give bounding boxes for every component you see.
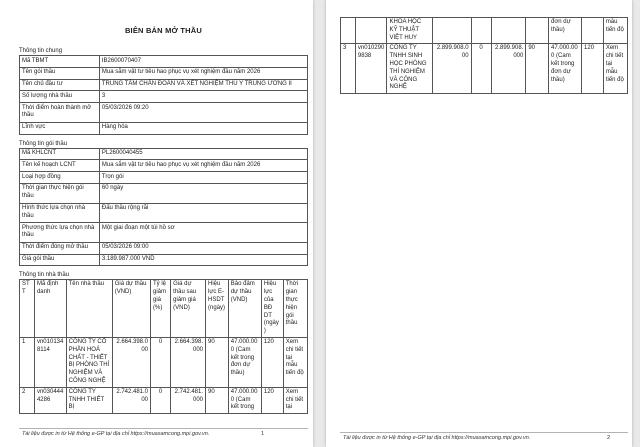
contractor-row-continuation (341, 18, 628, 44)
field-label: Thời gian thực hiện gói thầu (20, 183, 100, 203)
table-row (20, 67, 308, 79)
field-label: Mã TBMT (20, 56, 100, 68)
document-title: BIÊN BẢN MỞ THẦU (124, 26, 203, 35)
page-number: 1 (260, 431, 264, 437)
cell-discount: 0 (151, 387, 171, 413)
contractor-table (19, 279, 308, 414)
field-value: PL2600040455 (99, 148, 307, 160)
field-label: Tên chủ đầu tư (20, 79, 100, 91)
cell-validity: 90 (206, 387, 229, 413)
cell-validity (526, 18, 549, 44)
field-label: Mã KHLCNT (20, 148, 100, 160)
cell-name: CÔNG TY TNHH THIẾT BỊ (66, 387, 112, 413)
field-value: Hàng hóa (99, 122, 307, 134)
page-1-content (19, 0, 308, 414)
cell-validity: 90 (526, 44, 549, 94)
footer-text: Tài liệu được in từ Hệ thống e-GP tại địa chỉ https://muasamcong.mpi.gov.vn. (343, 435, 531, 441)
cell-guarantee: đơn dự thầu) (549, 18, 582, 44)
cell-guarantee: 47.000.000 (Cam kết trong (228, 387, 261, 413)
cell-id: vn0102909838 (355, 44, 387, 94)
cell-price-after: 2.664.398.000 (171, 337, 206, 387)
field-value: 60 ngày (99, 183, 307, 203)
cell-id: vn0304444286 (34, 387, 66, 413)
column-header: Giá dự thầu (VND) (112, 280, 150, 338)
table-row (20, 160, 308, 172)
field-value: Trọn gói (99, 172, 307, 184)
cell-guarantee: 47.000.000 (Cam kết trong đơn dự thầu) (549, 44, 582, 94)
column-header: Hiệu lực của BĐ DT (ngày) (261, 280, 283, 338)
cell-id (355, 18, 387, 44)
table-row (20, 172, 308, 184)
cell-price-after (491, 18, 526, 44)
table-row (20, 183, 308, 203)
cell-name: CÔNG TY CỔ PHẦN HOÁ CHẤT - THIẾT BỊ PHÒNG THÍ NGHIỆM VÀ CÔNG NGHỆ (66, 337, 112, 387)
cell-schedule: Xem chi tiết tại (283, 387, 307, 413)
column-header: Thời gian thực hiện gói thầu (283, 280, 307, 338)
section-label-contractors: Thông tin nhà thầu (19, 272, 70, 279)
section-label-general: Thông tin chung (19, 48, 63, 54)
field-label: Thời điểm đóng mở thầu (20, 242, 100, 254)
contractor-row (20, 387, 308, 413)
cell-price-after: 2.742.481.000 (171, 387, 206, 413)
contractor-row (341, 44, 628, 94)
field-value: 05/03/2026 09:00 (99, 242, 307, 254)
cell-discount: 0 (151, 337, 171, 387)
field-value: Mua sắm vật tư tiêu hao phục vụ xét nghiệm đầu năm 2026 (99, 160, 307, 172)
table-row (20, 103, 308, 123)
cell-discount (471, 18, 491, 44)
footer-text: Tài liệu được in từ Hệ thống e-GP tại địa chỉ https://muasamcong.mpi.gov.vn. (22, 431, 210, 437)
field-value: IB2600070407 (99, 56, 307, 68)
cell-schedule: Xem chi tiết tại mẫu tiến độ (283, 337, 307, 387)
field-value: Một giai đoạn một túi hồ sơ (99, 223, 307, 243)
column-header: Tên nhà thầu (66, 280, 112, 338)
table-row (20, 254, 308, 266)
cell-guarantee-validity (582, 18, 604, 44)
table-row (20, 242, 308, 254)
page-footer (19, 428, 308, 437)
field-value: 3.189.987.000 VND (99, 254, 307, 266)
cell-stt: 2 (20, 387, 35, 413)
page-footer (340, 432, 628, 441)
field-value: Đấu thầu rộng rãi (99, 203, 307, 223)
package-info-table (19, 148, 308, 267)
cell-bid-price: 2.899.908.000 (433, 44, 471, 94)
table-row (20, 56, 308, 68)
section-label-package: Thông tin gói thầu (19, 140, 68, 147)
field-label: Phương thức lựa chọn nhà thầu (20, 223, 100, 243)
field-label: Thời điểm hoàn thành mở thầu (20, 103, 100, 123)
cell-stt: 3 (341, 44, 356, 94)
column-header: Mã định danh (34, 280, 66, 338)
cell-guarantee-validity: 120 (261, 337, 283, 387)
page-number: 2 (606, 435, 610, 441)
contractor-header-row (20, 280, 308, 338)
contractor-table-continued (340, 17, 628, 94)
cell-guarantee-validity: 120 (261, 387, 283, 413)
table-row (20, 91, 308, 103)
cell-id: vn0101348114 (34, 337, 66, 387)
cell-bid-price: 2.742.481.000 (112, 387, 150, 413)
cell-validity: 90 (206, 337, 229, 387)
field-label: Giá gói thầu (20, 254, 100, 266)
page-2-content (340, 17, 628, 94)
column-header: Giá dự thầu sau giảm giá (VND) (171, 280, 206, 338)
cell-guarantee: 47.000.000 (Cam kết trong đơn dự thầu) (228, 337, 261, 387)
field-value: 05/03/2026 09:20 (99, 103, 307, 123)
field-label: Lĩnh vực (20, 122, 100, 134)
page-1 (0, 0, 313, 447)
field-value: TRUNG TÂM CHẨN ĐOÁN VÀ XÉT NGHIỆM THÚ Y TRUNG ƯƠNG II (99, 79, 307, 91)
cell-bid-price (433, 18, 471, 44)
field-value: Mua sắm vật tư tiêu hao phục vụ xét nghiệm đầu năm 2026 (99, 67, 307, 79)
column-header: Tỷ lệ giảm giá (%) (151, 280, 171, 338)
contractor-row (20, 337, 308, 387)
cell-schedule: Xem chi tiết tại mẫu tiến độ (603, 44, 627, 94)
cell-stt (341, 18, 356, 44)
table-row (20, 79, 308, 91)
field-label: Loại hợp đồng (20, 172, 100, 184)
field-label: Số lượng nhà thầu (20, 91, 100, 103)
cell-price-after: 2.899.908.000 (491, 44, 526, 94)
column-header: Bảo đảm dự thầu (VND) (228, 280, 261, 338)
table-row (20, 223, 308, 243)
field-label: Hình thức lựa chọn nhà thầu (20, 203, 100, 223)
cell-bid-price: 2.664.398.000 (112, 337, 150, 387)
table-row (20, 203, 308, 223)
cell-guarantee-validity: 120 (582, 44, 604, 94)
page-2 (326, 0, 632, 447)
field-label: Tên gói thầu (20, 67, 100, 79)
cell-schedule: mẫu tiến độ (603, 18, 627, 44)
table-row (20, 148, 308, 160)
column-header: Hiệu lực E-HSDT (ngày) (206, 280, 229, 338)
field-value: 3 (99, 91, 307, 103)
table-row (20, 122, 308, 134)
cell-discount: 0 (471, 44, 491, 94)
cell-name: KHOA HỌC KỸ THUẬT VIỆT HUY (387, 18, 433, 44)
column-header: STT (20, 280, 35, 338)
cell-stt: 1 (20, 337, 35, 387)
general-info-table (19, 55, 308, 135)
cell-name: CÔNG TY TNHH SINH HỌC PHÒNG THÍ NGHIỆM VÀ CÔNG NGHỆ (387, 44, 433, 94)
field-label: Tên kế hoạch LCNT (20, 160, 100, 172)
